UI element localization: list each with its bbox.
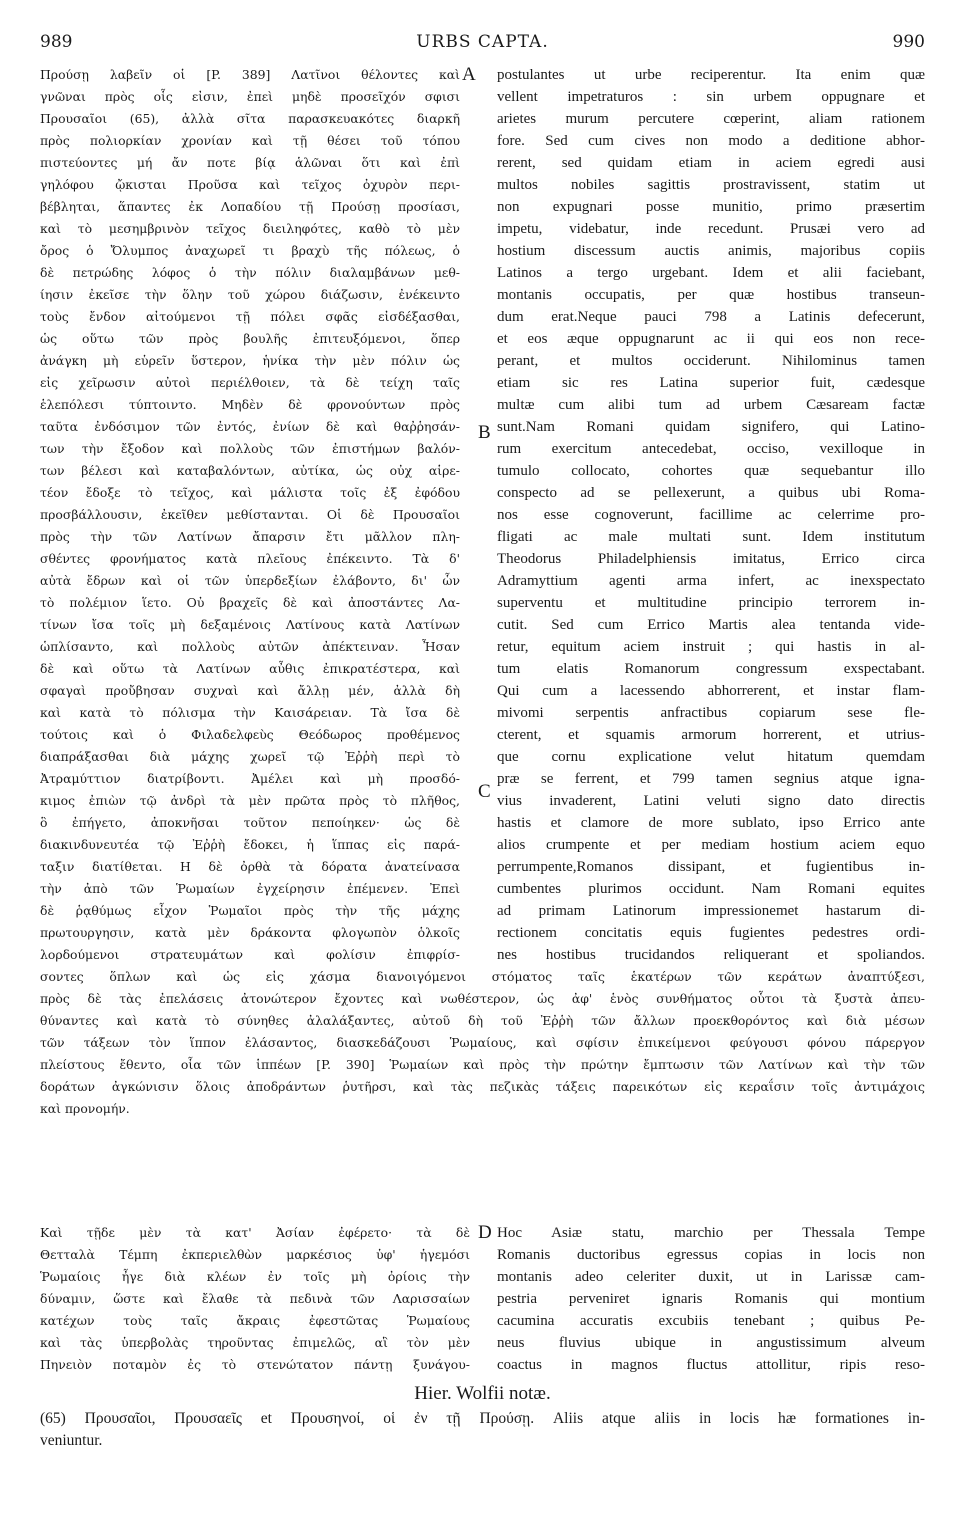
greek-text-line: ἀνάγκη μὴ εὑρεῖν ὕστερον, ἡνίκα τὴν μὲν πόλιν ὡς [40,353,460,368]
latin-text-line: etiam sic res Latina superior fuit, cædesque [497,375,925,391]
latin-text-line: dum erat.Neque pauci 798 a Latinis defecerunt, [497,309,925,325]
latin-text-line: Latinos a tergo urgebant. Idem et alii faciebant, [497,265,925,281]
greek-text-line: Ἀτραμύττιον διατρίβοντι. Ἀμέλει καὶ μὴ προσδό- [40,771,460,786]
latin-text-line: impetu, videbatur, inde recedunt. Prusæi vero ad [497,221,925,237]
greek-text-column [40,64,460,966]
latin-text-line: vellent impetraturos : sin urbem oppugnare et [497,89,925,105]
latin-text-line: coactus in magnos fluctus attollitur, ripis reso- [497,1357,925,1373]
greek-text-line: δοράτων ἀγκώνισιν ὅλοις ἀποδράντων ῥυτῆρσι, καὶ τὰς πεζικὰς τάξεις παρεικότων εἰς κεραΐσιν τοῖς ἀντιμάχοις [40,1079,925,1094]
latin-text-line: Qui cum a lacessendo abhorrerent, et instar flam- [497,683,925,699]
note-line: veniuntur. [40,1432,103,1449]
latin-text-line: nos esse cognoverunt, facillime ac celerrime pro- [497,507,925,523]
greek-text-line: γηλόφου ᾤκισται Προῦσα καὶ τεῖχος ὀχυρὸν περι- [40,177,460,192]
latin-text-line: multos nobiles sagittis prostravissent, statim ut [497,177,925,193]
latin-text-line: et eos æque oppugnarunt ac ii qui eos non rece- [497,331,925,347]
latin-text-line: sunt.Nam Romani quidam signifero, qui Latino- [497,419,925,435]
latin-text-line: tumulo collocato, cohortes quæ sequebantur illo [497,463,925,479]
greek-text-line: διακινδυνευτέα τῷ Ἐῤῥὴ ἔδοκει, ἡ ἵππας εἰς παρά- [40,837,460,852]
greek-text-line: Προυσαῖοι (65), ἀλλὰ σῖτα παρασκευακότες διαρκῆ [40,111,460,126]
greek-text-line: καὶ κατὰ τὸ πόλισμα τὴν Καισάρειαν. Τὰ ἴσα δὲ [40,705,460,720]
page-header [40,32,925,58]
greek-text-line: σθέντες φρονήματος κατὰ πλεῖους ἐπέκειντο. Τὰ δ' [40,551,460,566]
latin-text-line: alios crumpente et per mediam hostium aciem equo [497,837,925,853]
latin-text-line: montanis adeo celeriter duxit, ut in Larissæ cam- [497,1269,925,1285]
notes-heading: Hier. Wolfii notæ. [414,1383,551,1404]
greek-text-line: τῶν τάξεων τὸν ἵππον ἐλάσαντος, διασκεδάζουσι Ῥωμαίους, καὶ σφίσιν ἐπικείμενοι φεύγουσι φόνου πάρεργον [40,1035,925,1050]
greek-text-line: κιμος ἐπιὼν τῷ ἀνδρὶ τὰ μὲν πρῶτα πρὸς τὸ πλῆθος, [40,793,460,808]
greek-text-line: δὲ πετρώδης λόφος ὁ τὴν πόλιν διαλαμβάνων μεθ- [40,265,460,280]
greek-text-line: πλείστους ἔθεντο, οἷα τῶν ἱππέων [P. 390] Ῥωμαίων καὶ πρὸς τὴν πρώτην ἔμπτωσιν τῶν Λατίνων καὶ τὴν τῶν [40,1057,925,1072]
latin-text-line: montanis occupatis, per quæ hostibus transeun- [497,287,925,303]
greek-text-line: τέον ἔδοξε τὸ τεῖχος, καὶ μάλιστα τοῖς ἐξ ἐφόδου [40,485,460,500]
latin-text-line: multæ cum alibi tum ad urbem Cæsaream factæ [497,397,925,413]
section-marker-a: A [462,64,476,85]
greek-text-line: σφαγαὶ προὔβησαν συχναὶ καὶ ἄλλῃ μέν, ἀλλὰ δὴ [40,683,460,698]
latin-text-line: pestria perveniret ignaris Romanis qui montium [497,1291,925,1307]
greek-text-line: καὶ τὸ μεσημβρινὸν τεῖχος διειληφότες, καθὸ τὸ μὲν [40,221,460,236]
greek-text-line: Πηνειὸν ποταμὸν ἐς τὸ στενώτατον πάντῃ ξυνάγου- [40,1357,470,1372]
latin-text-line: rum exercitum antecedebat, occiso, vexilloque in [497,441,925,457]
latin-text-line: tum elatis Romanorum congressum exspectabant. [497,661,925,677]
notes-body [40,1408,925,1452]
latin-text-line: neus fluvius ubique in angustissimum alveum [497,1335,925,1351]
greek-text-line: ὄρος ὁ Ὄλυμπος ἀναχωρεῖ τι βραχὺ τῆς πόλεως, ὁ [40,243,460,258]
latin-text-line: perrumpente,Romanos dissipant, et fugientibus in- [497,859,925,875]
greek-text-line: καὶ τὰς ὑπερβολὰς τηροῦντας ἐπιμελῶς, αἳ τὸν μὲν [40,1335,470,1350]
latin-text-column [497,64,925,966]
latin-text-line: postulantes ut urbe reciperentur. Ita enim quæ [497,67,925,83]
latin-text-line: perant, et multos occiderunt. Nihilominus tamen [497,353,925,369]
greek-text-line: των βέλεσι καὶ καταβαλόντων, αὐτίκα, ὡς οὐχ αἱρε- [40,463,460,478]
latin-text-line: ad primam Latinorum impressionemet hastarum di- [497,903,925,919]
running-title: URBS CAPTA. [416,32,549,52]
latin-text-line: retur, equitum aciem instruit ; qui hastis in al- [497,639,925,655]
greek-text-line: ὡπλίσαντο, καὶ πολλοὺς αὐτῶν ἀπέκτειναν. Ἦσαν [40,639,460,654]
latin-text-line: vius invaderent, Latini veluti signo dato directis [497,793,925,809]
latin-text-line: Romanis ductoribus egressus copias in locis non [497,1247,925,1263]
latin-text-line: nes hostibus trucidandos reliquerant et spoliandos. [497,947,925,963]
greek-text-line: ίησιν ἐκεῖσε τὴν ὅλην τοῦ χώρου διάζωσιν, ἐνέκειντο [40,287,460,302]
greek-text-line: δὲ καὶ οὕτω τὰ Λατίνων αὖθις ἐπικρατέστερα, καὶ [40,661,460,676]
greek-text-line: βέβληται, ἅπαντες ἐκ Λοπαδίου τῇ Προύσῃ προσίασι, [40,199,460,214]
page-number-right: 990 [892,32,925,52]
greek-text-column-2 [40,1222,470,1376]
latin-text-line: superventu et multitudine principio terrorem in- [497,595,925,611]
latin-text-line: Hoc Asiæ statu, marchio per Thessala Tempe [497,1225,925,1241]
greek-text-line: ὡς οὕτω τῶν πρὸς βουλῆς ἐπιτευξόμενοι, ὅπερ [40,331,460,346]
greek-text-line: των τὴν ἔξοδον καὶ πολλοὺς τῶν ἐπιστήμων βαλόν- [40,441,460,456]
greek-text-line: πρὸς τὴν τῶν Λατίνων ἄπαρσιν ἔτι μᾶλλον πλη- [40,529,460,544]
page-number-left: 989 [40,32,73,52]
greek-text-line: δὲ ῥᾳθύμως εἶχον Ῥωμαῖοι πρὸς τὴν τῆς μάχης [40,903,460,918]
greek-text-line: αὐτὰ ἔδρων καὶ οἱ τῶν ὑπερδεξίων ἐλάβοντο, δι' ὧν [40,573,460,588]
greek-text-line: σοντες ὅπλων καὶ ὡς εἰς χάσμα διανοιγόμενοι στόματος ταῖς ἑκατέρων τῶν κεράτων ἀναπτύξεσι, [40,969,925,984]
latin-text-line: cterent, et squamis armorum horrerent, et utrius- [497,727,925,743]
greek-text-line: προσβάλλουσιν, ἐκεῖθεν μεθίστανται. Οἱ δὲ Προυσαῖοι [40,507,460,522]
latin-text-line: rerent, sed quidam etiam in aciem egredi ausi [497,155,925,171]
greek-full-width-paragraph [40,966,925,1120]
latin-text-line: fligati ac male multati sunt. Idem institutum [497,529,925,545]
greek-text-line: τοὺς ἔνδον αἰτούμενοι τῇ πόλει σφᾶς εἰσδέξασθαι, [40,309,460,324]
greek-text-line: εἰς χεῖρωσιν αὐτοὶ περιέλθοιεν, τὰ δὲ τείχη ταῖς [40,375,460,390]
latin-text-line: rectionem concitatis equis fugientes pedestres ordi- [497,925,925,941]
greek-text-line: ταῦτα ἐνδόσιμον τῶν ἐντός, ἐνίων δὲ καὶ θαῤῥησάν- [40,419,460,434]
greek-text-line: Καὶ τῇδε μὲν τὰ κατ' Ἀσίαν ἐφέρετο· τὰ δὲ [40,1225,470,1240]
latin-text-line: cutit. Sed cum Errico Martis alea tentanda vide- [497,617,925,633]
greek-text-line: πρωτουργησιν, κατὰ μὲν δράκοντα φλογωπὸν ὁλκοῖς [40,925,460,940]
latin-text-line: Adramyttium agenti arma infert, ac inexspectato [497,573,925,589]
latin-text-line: conspecto ad se pellexerunt, a quibus ubi Roma- [497,485,925,501]
latin-text-line: mivomi serpentis anfractibus copiarum sese fle- [497,705,925,721]
greek-text-line: δύναμιν, ὥστε καὶ ἔλαθε τὰ πεδινὰ τῶν Λαρισσαίων [40,1291,470,1306]
greek-text-line: λορδούμενοι στρατευμάτων καὶ φολίσιν ἐπιφρίσ- [40,947,460,962]
greek-text-line: γνῶναι πρὸς οἷς εἰσιν, ἐπεὶ μηδὲ προσεῖχόν σφισι [40,89,460,104]
section-marker-b: B [478,422,491,443]
note-line: (65) Προυσαῖοι, Προυσαεῖς et Προυσηνοί, οἱ ἐν τῇ Προύσῃ. Aliis atque aliis in locis hæ formationes in- [40,1410,925,1427]
latin-text-line: præ se ferrent, et 799 tamen segnius atque igna- [497,771,925,787]
latin-text-line: cumbentes plurimos occidunt. Nam Romani equites [497,881,925,897]
latin-text-line: Theodorus Philadelphiensis imitatus, Errico circa [497,551,925,567]
greek-text-line: θύναντες καὶ κατὰ τὸ σύνηθες ἀλαλάξαντες, αὐτοῦ δὴ τοῦ Ἐῤῥὴ τῶν ἄλλων προεκθορόντος καὶ διὰ μέσων [40,1013,925,1028]
latin-text-line: arietes murum percutere cœperint, aliam rationem [497,111,925,127]
greek-text-line: ταξιν διατίθεται. Η δὲ ὀρθὰ τὰ δόρατα ἀνατείνασα [40,859,460,874]
greek-text-line: τὸ πολέμιον ἵετο. Οὐ βραχεῖς δὲ καὶ ἀποστάντες Λα- [40,595,460,610]
latin-text-line: hastis et clamore de more sublato, ipso Errico ante [497,815,925,831]
greek-text-line: τίνων ἴσα τοῖς μὴ δεξαμένοις Λατίνους κατὰ Λατίνων [40,617,460,632]
section-marker-d: D [478,1222,492,1243]
latin-text-line: que cornu explicatione velut hitatum quemdam [497,749,925,765]
greek-text-line: Θετταλὰ Τέμπη ἐκπεριελθὼν μαρκέσιος ὑφ' ἡγεμόσι [40,1247,470,1262]
greek-text-line: καὶ προνομήν. [40,1101,130,1116]
greek-text-line: ὃ ἐπήγετο, ἀποκνῆσαι τοῦτον πεποίηκεν· ὡς δὲ [40,815,460,830]
latin-text-line: non expugnari posse munitio, primo præsertim [497,199,925,215]
greek-text-line: τούτοις καὶ ὁ Φιλαδελφεὺς Θεόδωρος προθέμενος [40,727,460,742]
greek-text-line: πρὸς δὲ τὰς ἐπελάσεις ἀτονώτερον ἔχοντες καὶ νωθέστερον, ὡς ἀφ' ἑνὸς συνθήματος οὗτοι τὰ ξυστὰ ἀπευ- [40,991,925,1006]
latin-text-line: cacumina accuratis excubiis tenebant ; quibus Pe- [497,1313,925,1329]
greek-text-line: Προύσῃ λαβεῖν οἱ [P. 389] Λατῖνοι θέλοντες καὶ [40,67,460,82]
greek-text-line: πιστεύοντες μή ἄν ποτε βίᾳ ἁλῶναι ὅτι καὶ ἐπὶ [40,155,460,170]
greek-text-line: τὴν ἀπὸ τῶν Ῥωμαίων ἐγχείρησιν ἐπέμενεν. Ἐπεὶ [40,881,460,896]
greek-text-line: ἑλεπόλεσι τύπτοιντο. Μηδὲν δὲ φρονούντων πρὸς [40,397,460,412]
section-marker-c: C [478,781,491,802]
latin-text-line: hostium discessum auctis animis, majoribus copiis [497,243,925,259]
latin-text-column-2 [497,1222,925,1376]
latin-text-line: fore. Sed cum cives non modo a deditione abhor- [497,133,925,149]
greek-text-line: Ῥωμαίοις ἦγε διὰ κλέων ἐν τοῖς μὴ ὀρίοις τὴν [40,1269,470,1284]
greek-text-line: πρὸς πολιορκίαν χρονίαν καὶ τῇ θέσει τοῦ τόπου [40,133,460,148]
greek-text-line: κατέχων τοὺς ταῖς ἄκραις ἐφεστῶτας Ῥωμαίους [40,1313,470,1328]
greek-text-line: διαπράξασθαι διὰ μάχης χωρεῖ τῷ Ἐῤῥὴ περὶ τὸ [40,749,460,764]
